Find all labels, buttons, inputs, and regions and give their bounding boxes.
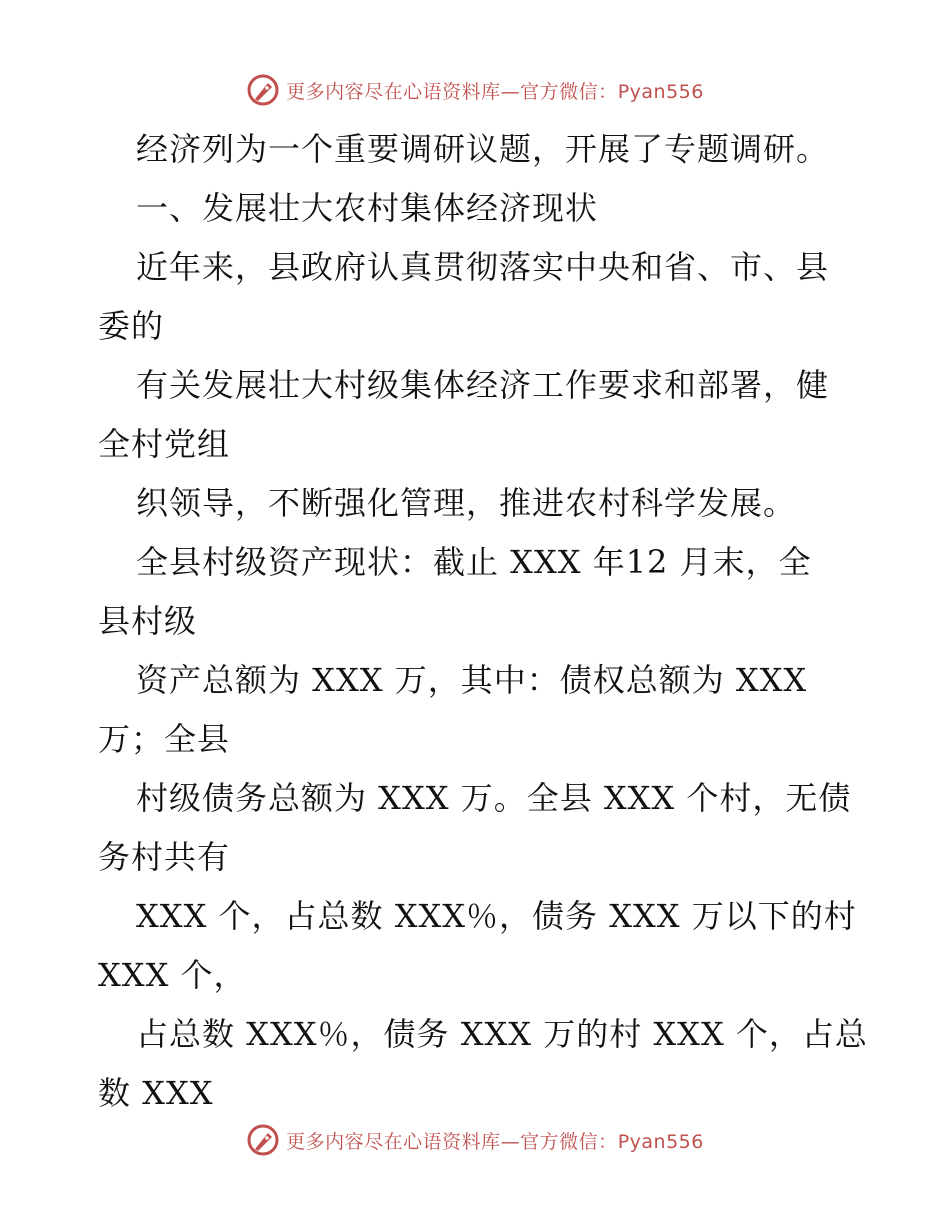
watermark-text: 更多内容尽在心语资料库—官方微信：Pyan556 <box>286 80 704 103</box>
paragraph-line: 有关发展壮大村级集体经济工作要求和部署，健 <box>136 366 830 404</box>
paragraph-line: 全村党组 <box>98 425 231 463</box>
pen-nib-circle-icon <box>246 73 280 107</box>
paragraph-line: 数 XXX <box>98 1074 214 1112</box>
section-heading: 一、发展壮大农村集体经济现状 <box>136 189 599 227</box>
paragraph-line: 资产总额为 XXX 万，其中：债权总额为 XXX <box>136 661 808 699</box>
header-watermark <box>0 70 950 110</box>
paragraph-line: 全县村级资产现状：截止 XXX 年12 月末，全 <box>136 543 812 581</box>
paragraph-line: 万；全县 <box>98 720 231 758</box>
paragraph-line: XXX 个， <box>98 956 247 994</box>
paragraph-line: 村级债务总额为 XXX 万。全县 XXX 个村，无债 <box>136 779 852 817</box>
document-body <box>98 120 868 1123</box>
pen-nib-circle-icon <box>246 1123 280 1157</box>
paragraph-line: 经济列为一个重要调研议题，开展了专题调研。 <box>136 130 830 168</box>
paragraph-line: XXX 个，占总数 XXX％，债务 XXX 万以下的村 <box>136 897 857 935</box>
paragraph-line: 县村级 <box>98 602 198 640</box>
paragraph-line: 织领导，不断强化管理，推进农村科学发展。 <box>136 484 797 522</box>
paragraph-line: 务村共有 <box>98 838 231 876</box>
watermark-text: 更多内容尽在心语资料库—官方微信：Pyan556 <box>286 1130 704 1153</box>
paragraph-line: 近年来，县政府认真贯彻落实中央和省、市、县 <box>136 248 830 286</box>
paragraph-line: 占总数 XXX％，债务 XXX 万的村 XXX 个，占总 <box>136 1015 868 1053</box>
paragraph-line: 委的 <box>98 307 165 345</box>
footer-watermark <box>0 1120 950 1160</box>
